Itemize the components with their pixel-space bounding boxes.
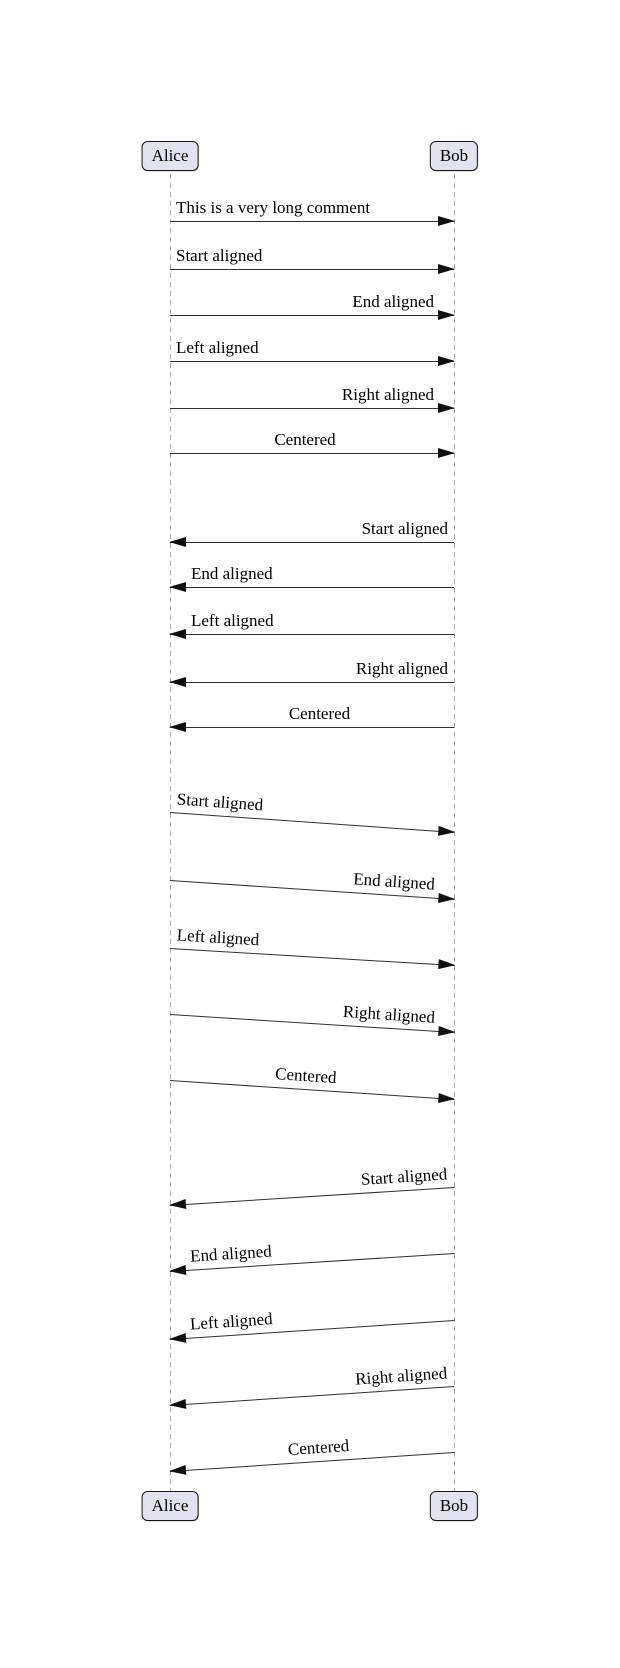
message-label: Left aligned <box>189 1309 274 1334</box>
arrowhead-icon <box>169 629 186 639</box>
message-label: Centered <box>288 704 351 723</box>
participant-bob-top <box>430 141 478 171</box>
message-line <box>170 587 454 588</box>
message-arrow <box>170 1164 454 1205</box>
message-line <box>170 542 454 543</box>
participant-alice-bottom <box>142 1491 199 1521</box>
arrowhead-icon <box>438 356 455 366</box>
message-line <box>170 361 454 362</box>
message-label: Start aligned <box>176 789 264 815</box>
arrowhead-icon <box>438 893 456 904</box>
message-label: This is a very long comment <box>176 198 371 217</box>
arrowhead-icon <box>169 677 186 687</box>
arrowhead-icon <box>438 826 456 837</box>
message-label: Centered <box>274 1064 338 1088</box>
message-label: End aligned <box>191 564 273 583</box>
arrowhead-icon <box>438 1093 456 1104</box>
arrowhead-icon <box>169 1465 187 1476</box>
message-label: Right aligned <box>341 385 434 404</box>
message-line <box>170 682 454 683</box>
participant-label: Bob <box>439 1496 469 1515</box>
message-line <box>170 727 454 728</box>
arrowhead-icon <box>169 1333 187 1344</box>
participant-label: Alice <box>151 146 189 165</box>
message-arrow <box>170 869 454 899</box>
message-arrow <box>170 1064 454 1099</box>
message-arrow <box>170 925 454 965</box>
message-label: Right aligned <box>355 659 448 678</box>
participant-label: Alice <box>151 1496 189 1515</box>
message-label: Right aligned <box>354 1363 448 1389</box>
message-line <box>170 315 454 316</box>
arrowhead-icon <box>169 537 186 547</box>
message-label: Right aligned <box>342 1001 436 1027</box>
arrowhead-icon <box>438 448 455 458</box>
participant-bob-bottom <box>430 1491 478 1521</box>
message-label: Centered <box>287 1436 350 1460</box>
message-label: Start aligned <box>176 246 263 265</box>
message-line <box>170 408 454 409</box>
message-label: End aligned <box>352 292 434 311</box>
message-label: End aligned <box>352 869 436 894</box>
arrowhead-icon <box>438 1026 456 1037</box>
arrowhead-icon <box>438 216 455 226</box>
message-line <box>170 269 454 270</box>
message-arrow <box>170 1241 454 1271</box>
message-arrow <box>170 1309 454 1339</box>
participant-alice-top <box>142 141 199 171</box>
message-label: Left aligned <box>191 611 274 630</box>
message-label: End aligned <box>189 1241 273 1266</box>
arrowhead-icon <box>438 959 456 970</box>
message-label: Centered <box>274 430 336 449</box>
message-arrow <box>170 789 454 832</box>
message-arrow <box>170 1436 454 1471</box>
message-arrow <box>170 1363 454 1405</box>
arrowhead-icon <box>438 310 455 320</box>
arrowhead-icon <box>438 264 455 274</box>
message-label: Start aligned <box>361 519 448 538</box>
arrowhead-icon <box>169 722 186 732</box>
message-label: Left aligned <box>176 925 260 950</box>
lifeline-alice <box>170 174 171 1491</box>
message-line <box>170 634 454 635</box>
message-line <box>170 221 454 222</box>
message-arrow <box>170 1001 454 1032</box>
participant-label: Bob <box>439 146 469 165</box>
arrowhead-icon <box>169 1199 187 1210</box>
message-line <box>170 453 454 454</box>
message-label: Start aligned <box>360 1164 448 1189</box>
arrowhead-icon <box>169 582 186 592</box>
arrowhead-icon <box>169 1399 187 1410</box>
arrowhead-icon <box>169 1265 187 1276</box>
arrowhead-icon <box>438 403 455 413</box>
message-label: Left aligned <box>176 338 259 357</box>
